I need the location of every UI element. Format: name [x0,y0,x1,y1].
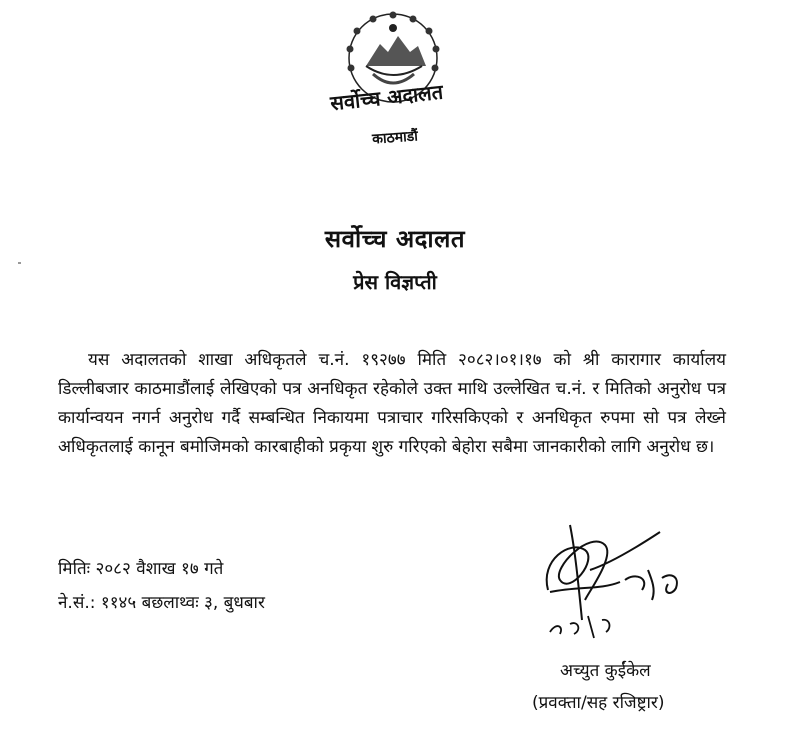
seal-text-court: सर्वोच्च अदालत [329,79,445,116]
date-line-ns: ने.सं.: ११४५ बछलाथ्वः ३, बुधबार [58,593,265,613]
page-subtitle: प्रेस विज्ञप्ती [353,270,437,294]
signatory-name: अच्युत कुईंकेल [560,661,651,681]
signatory-designation: (प्रवक्ता/सह रजिष्ट्रार) [532,693,665,713]
handwritten-signature [530,520,705,645]
date-line-bs: मितिः २०८२ वैशाख १७ गते [58,559,224,579]
seal-mountain-icon [366,36,426,66]
press-release-body: यस अदालतको शाखा अधिकृतले च.नं. १९२७७ मिति २०८२।०१।१७ को श्री कारागार कार्यालय डिल्लीबजार काठमाडौंलाई लेखिएको पत्र अनधिकृत रहेकोले उक्त माथि उल्लेखित च.नं. र मितिको अनुरोध पत्र कार्यान्वयन नगर्न अनुरोध गर्दै सम्बन्धित निकायमा पत्राचार गरिसकिएको र अनधिकृत रुपमा सो पत्र लेख्ने अधिकृतलाई कानून बमोजिमको कारबाहीको प्रकृया शुरु गरिएको बेहोरा सबैमा जानकारीको लागि अनुरोध छ। [58,350,726,457]
scan-speck [18,262,21,264]
page-title: सर्वोच्च अदालत [324,225,466,253]
seal-text-city: काठमाडौं [371,128,419,148]
